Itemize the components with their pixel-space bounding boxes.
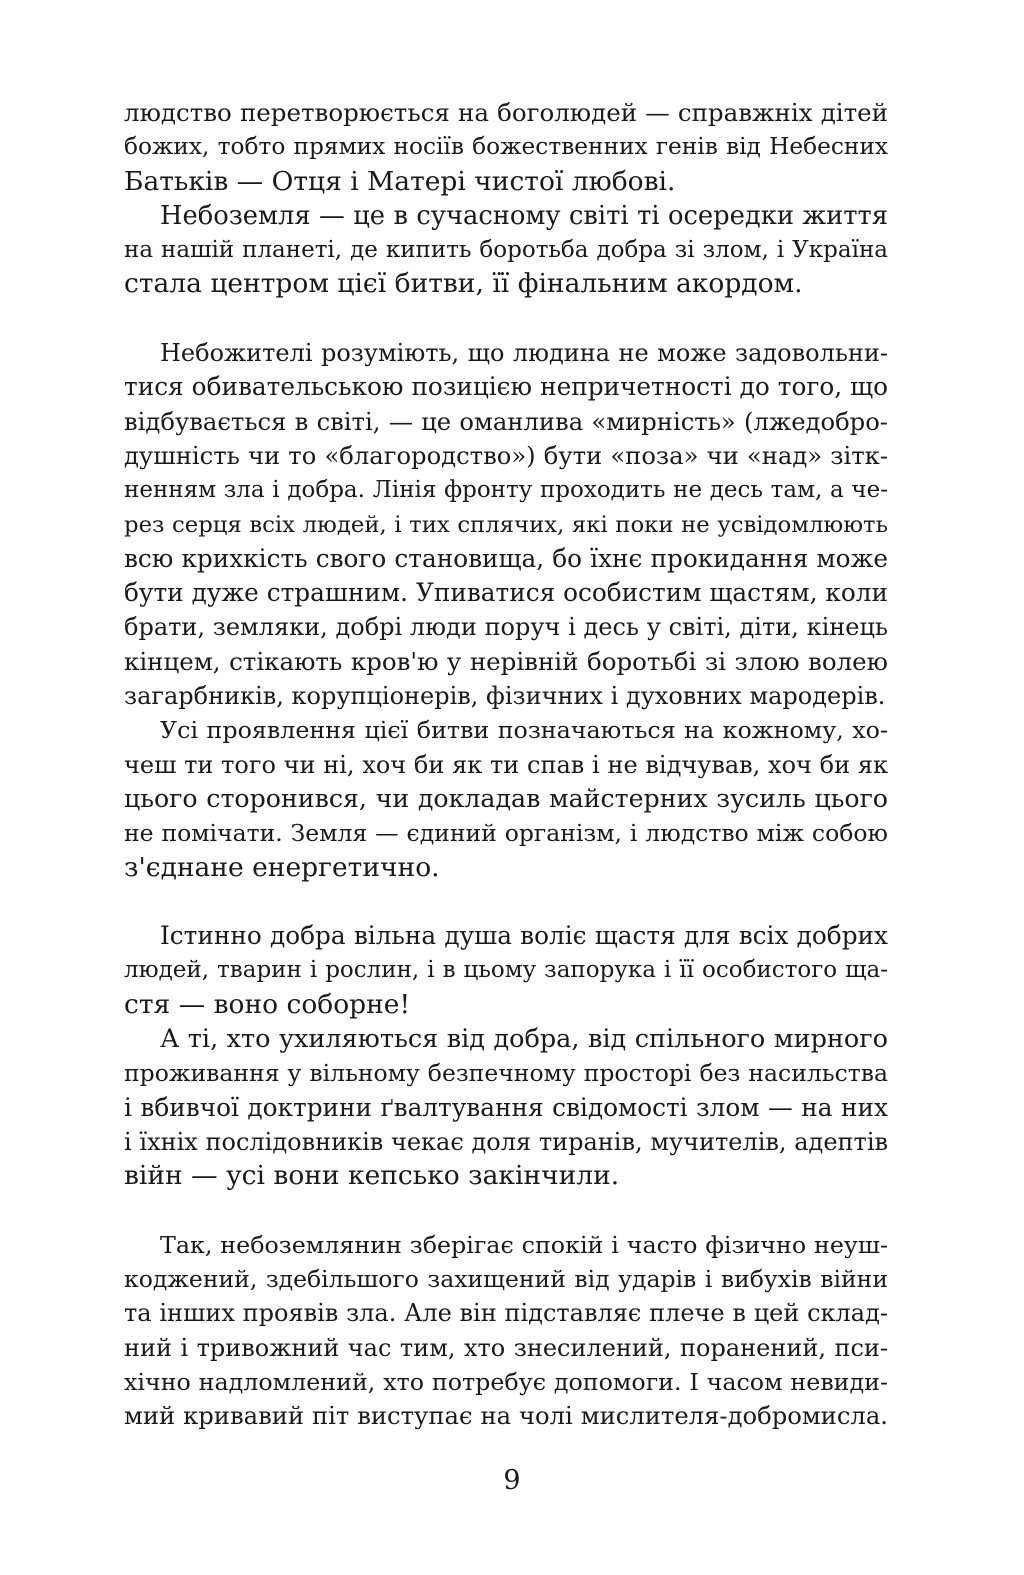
text-line: Так, небоземлянин зберігає спокій і часто фізично неуш- xyxy=(160,1230,888,1259)
page-number: 9 xyxy=(503,1465,521,1496)
text-line: рез серця всіх людей, і тих сплячих, які поки не усвідомлюють xyxy=(124,511,888,538)
text-line: Небоземля — це в сучасному світі ті осередки життя xyxy=(160,200,888,231)
paragraph-7 xyxy=(124,1228,888,1434)
text-line: коджений, здебільшого захищений від ударів і вибухів війни xyxy=(124,1265,888,1294)
paragraph-1 xyxy=(124,96,888,199)
text-line: кінцем, стікають кров'ю у нерівній боротьбі зі злою волею xyxy=(124,646,888,676)
text-line: Усі проявлення цієї битви позначаються на кожному, хо- xyxy=(160,716,888,745)
text-line: стала центром цієї битви, її фінальним акордом. xyxy=(124,268,803,300)
text-line: людей, тварин і рослин, і в цьому запорука і її особистого ща- xyxy=(124,957,888,984)
paragraph-5 xyxy=(124,919,888,1022)
text-line: з'єднане енергетично. xyxy=(124,851,440,883)
text-line: і їхніх послідовників чекає доля тиранів, мучителів, адептів xyxy=(124,1127,888,1156)
text-line: мий кривавий піт виступає на чолі мислителя-добромисла. xyxy=(124,1401,888,1431)
text-line: стя — воно соборне! xyxy=(124,988,411,1020)
page-body xyxy=(124,96,888,1434)
paragraph-4 xyxy=(124,713,888,884)
text-line: людство перетворюється на боголюдей — справжніх дітей xyxy=(124,98,888,127)
text-line: чеш ти того чи ні, хоч би як ти спав і не відчував, хоч би як xyxy=(124,750,888,779)
text-line: хічно надломлений, хто потребує допомоги. І часом невиди- xyxy=(124,1367,888,1396)
text-line: не помічати. Земля — єдиний організм, і людство між собою xyxy=(124,819,888,848)
text-line: Небожителі розуміють, що людина не може задовольни- xyxy=(160,339,888,368)
text-line: Батьків — Отця і Матері чистої любові. xyxy=(124,165,676,197)
text-line: всю крихкість свого становища, бо їхнє прокидання може xyxy=(124,543,888,573)
text-line: на нашій планеті, де кипить боротьба добра зі злом, і Україна xyxy=(124,237,888,264)
section-gap xyxy=(124,1194,888,1228)
text-line: війн — усі вони кепсько закінчили. xyxy=(124,1160,620,1192)
text-line: ний і тривожний час тим, хто знесилений, поранений, пси- xyxy=(124,1333,888,1362)
text-line: загарбників, корупціонерів, фізичних і духовних мародерів. xyxy=(124,682,886,711)
text-line: А ті, хто ухиляються від добра, від спільного мирного xyxy=(160,1024,888,1055)
section-gap xyxy=(124,302,888,336)
text-line: Істинно добра вільна душа воліє щастя для всіх добрих xyxy=(160,921,888,951)
text-line: і вбивчої доктрини ґвалтування свідомості злом — на них xyxy=(124,1092,888,1122)
text-line: тися обивательською позицією непричетності до того, що xyxy=(124,372,888,402)
text-line: брати, земляки, добрі люди поруч і десь у світі, діти, кінець xyxy=(124,613,888,642)
text-line: бути дуже страшним. Упиватися особистим щастям, коли xyxy=(124,578,888,608)
text-line: та інших проявів зла. Але він підставляє плече в цей склад- xyxy=(124,1299,888,1328)
text-line: ненням зла і добра. Лінія фронту проходить не десь там, а че- xyxy=(124,477,888,504)
paragraph-3 xyxy=(124,336,888,713)
text-line: божих, тобто прямих носіїв божественних генів від Небесних xyxy=(124,133,888,161)
text-line: душність чи то «благородство») бути «поза» чи «над» зітк- xyxy=(124,440,888,470)
paragraph-6 xyxy=(124,1022,888,1193)
paragraph-2 xyxy=(124,199,888,302)
text-line: цього сторонився, чи докладав майстерних зусиль цього xyxy=(124,783,888,813)
text-line: проживання у вільному безпечному просторі без насильства xyxy=(124,1059,888,1088)
section-gap xyxy=(124,885,888,919)
text-line: відбувається в світі, — це оманлива «мирність» (лжедобро- xyxy=(124,406,888,436)
